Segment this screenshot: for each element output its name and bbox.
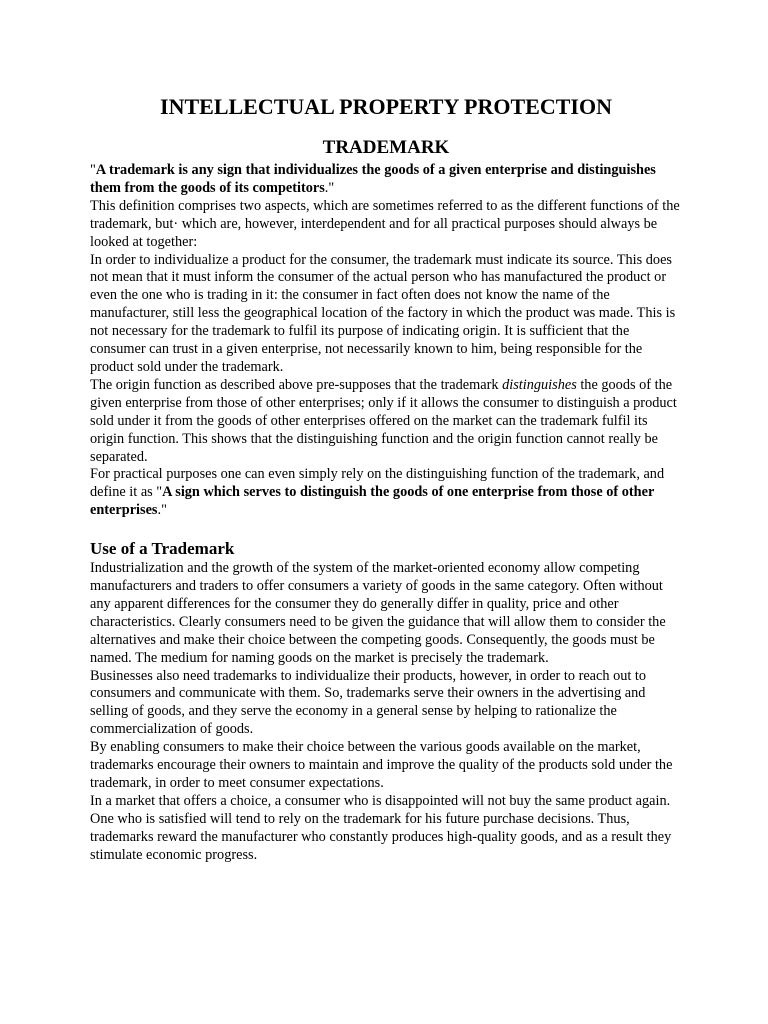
- definition-close: .": [324, 179, 335, 196]
- use-of-trademark-heading: Use of a Trademark: [90, 539, 235, 559]
- definition-open-quote: ": [90, 162, 96, 178]
- section-title: TRADEMARK: [322, 137, 450, 158]
- paragraph-market-choice: In a market that offers a choice, a consumer who is disappointed will not buy the same product again. One who is satisfied will tend to rely on the trademark for his future purchase decisions. Thus, trademarks reward the manufacturer who constantly produces high-quality goods, and as a result they stimulate economic progress.: [90, 792, 672, 863]
- paragraph-aspects: This definition comprises two aspects, which are sometimes referred to as the different functions of the trademark, but· which are, however, interdependent and for all practical purposes should always be looked at together:: [90, 197, 680, 250]
- section-spacer: [90, 520, 682, 538]
- trademark-definition: [90, 162, 682, 198]
- paragraph-industrialization: Industrialization and the growth of the system of the market-oriented economy allow competing manufacturers and traders to offer consumers a variety of goods in the same category. Often without any apparent differences for the consumer they do generally differ in quality, price and other characteristics. Clearly consumers need to be given the guidance that will allow them to consider the alternatives and make their choice between the competing goods. Consequently, the goods must be named. The medium for naming goods on the market is precisely the trademark.: [90, 560, 666, 666]
- paragraph-distinguishes: [90, 377, 682, 467]
- document-title: INTELLECTUAL PROPERTY PROTECTION: [160, 94, 612, 119]
- definition-bold-text: A trademark is any sign that individualizes the goods of a given enterprise and distinguishes them from the goods of its competitors: [90, 162, 656, 196]
- paragraph-practical-definition: [90, 466, 682, 520]
- paragraph-origin: In order to individualize a product for the consumer, the trademark must indicate its source. This does not mean that it must inform the consumer of the actual person who has manufactured the product or even the one who is trading in it: the consumer in fact often does not know the name of the manufacturer, still less the geographical location of the factory in which the product was made. This is not necessary for the trademark to fulfil its purpose of indicating origin. It is sufficient that the consumer can trust in a given enterprise, not necessarily known to him, being responsible for the product sold under the trademark.: [90, 251, 676, 375]
- practical-before: For practical purposes one can even simply rely on the distinguishing function of the trademark, and define it as ": [90, 466, 665, 501]
- practical-after: .": [157, 502, 167, 519]
- practical-bold: A sign which serves to distinguish the goods of one enterprise from those of other enterprises: [90, 484, 655, 519]
- paragraph-enabling-consumers: By enabling consumers to make their choice between the various goods available on the market, trademarks encourage their owners to maintain and improve the quality of the products sold under the trademark, in order to meet consumer expectations.: [90, 739, 673, 791]
- distinguishes-before: The origin function as described above pre-supposes that the trademark: [90, 376, 503, 393]
- paragraph-businesses: Businesses also need trademarks to individualize their products, however, in order to reach out to consumers and communicate with them. So, trademarks serve their owners in the advertising and selling of goods, and they serve the economy in a general sense by helping to rationalize the commercialization of goods.: [90, 667, 647, 738]
- distinguishes-after: the goods of the given enterprise from those of other enterprises; only if it allows the consumer to distinguish a product sold under it from the goods of other enterprises offered on the market can the trademark fulfil its origin function. This shows that the distinguishing function and the origin function cannot really be separated.: [90, 376, 677, 465]
- document-page: [90, 92, 682, 865]
- distinguishes-italic: distinguishes: [502, 376, 577, 393]
